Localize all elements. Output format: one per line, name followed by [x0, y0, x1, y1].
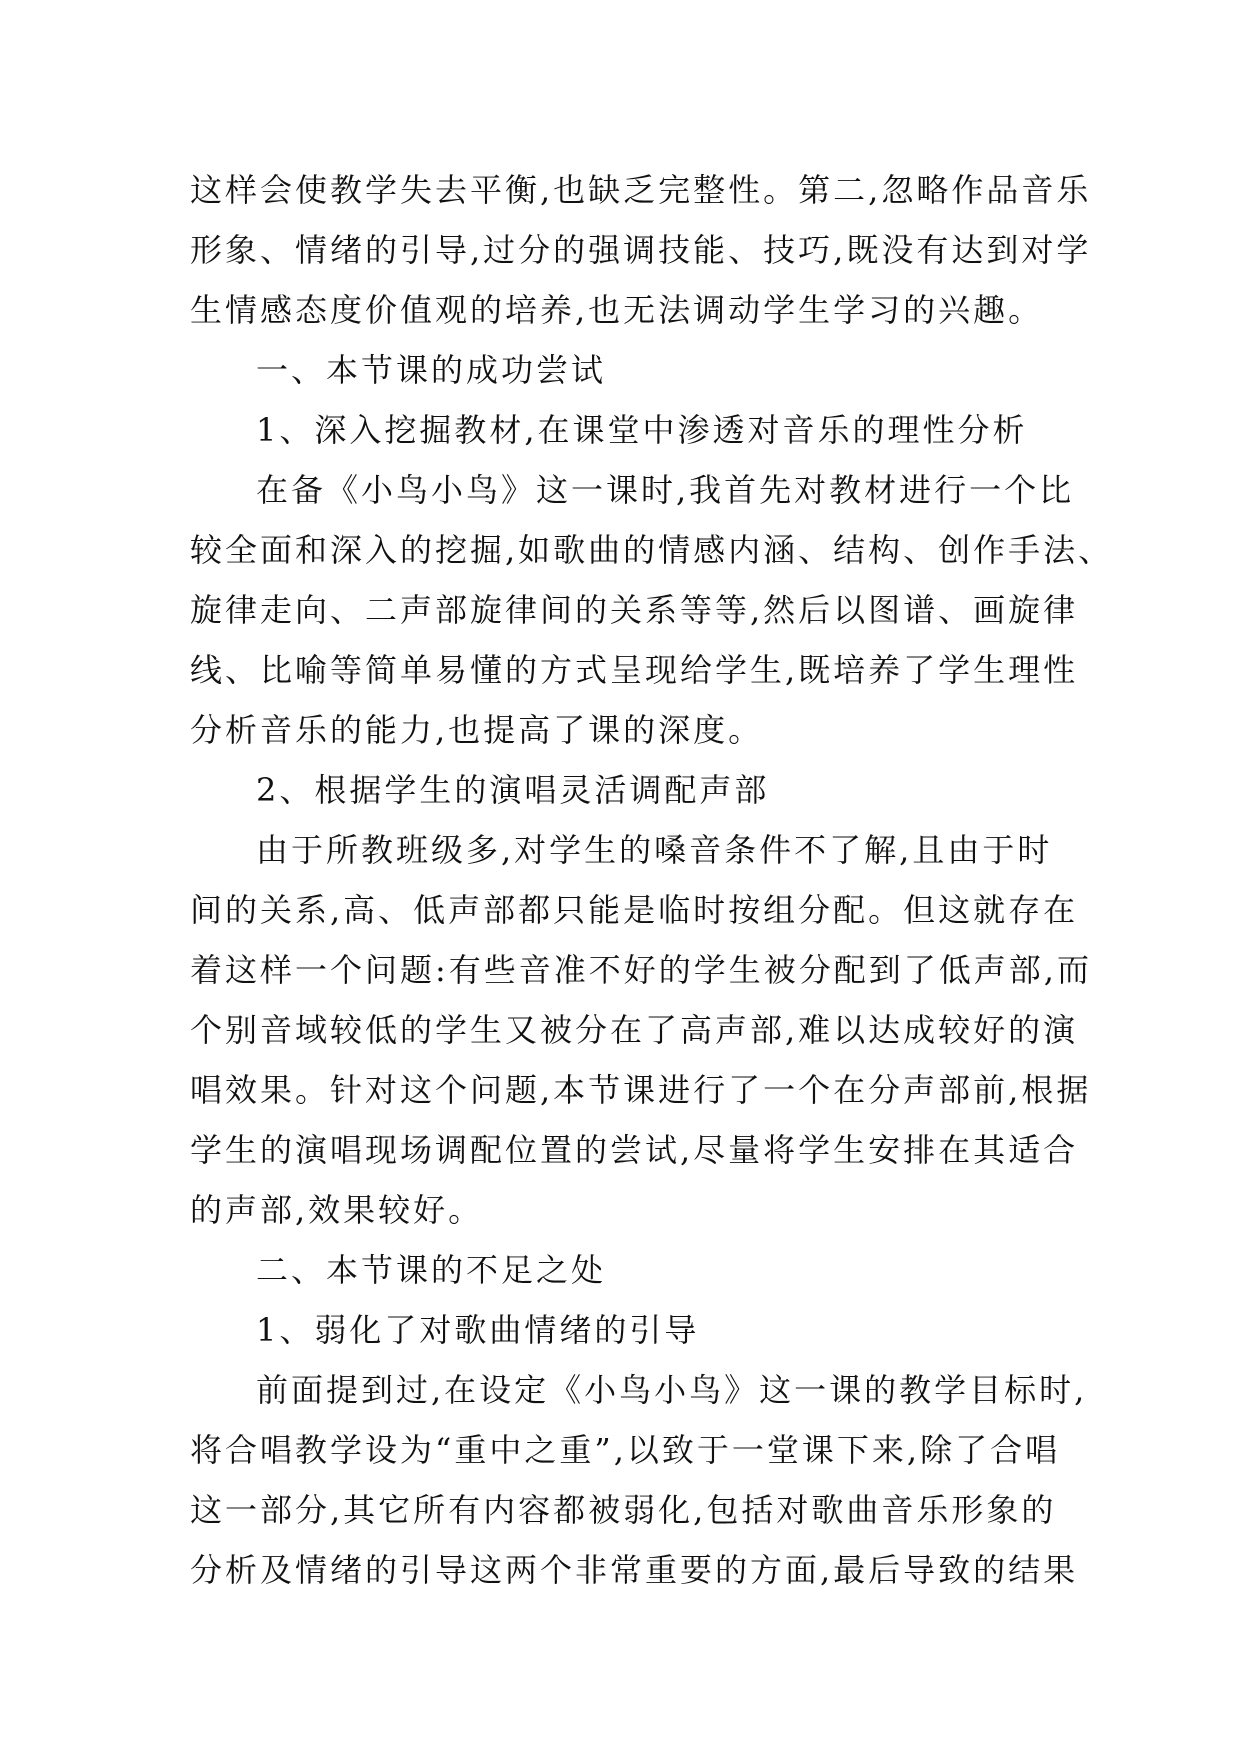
text-line: 1、深入挖掘教材,在课堂中渗透对音乐的理性分析 — [256, 411, 1028, 449]
text-line: 将合唱教学设为“重中之重”,以致于一堂课下来,除了合唱 — [190, 1431, 1061, 1469]
text-line: 学生的演唱现场调配位置的尝试,尽量将学生安排在其适合 — [190, 1131, 1079, 1169]
text-line: 由于所教班级多,对学生的嗓音条件不了解,且由于时 — [256, 831, 1053, 869]
text-line: 这样会使教学失去平衡,也缺乏完整性。第二,忽略作品音乐 — [190, 171, 1092, 209]
text-line: 线、比喻等简单易懂的方式呈现给学生,既培养了学生理性 — [190, 651, 1079, 689]
text-line: 一、本节课的成功尝试 — [256, 351, 607, 389]
text-line: 分析音乐的能力,也提高了课的深度。 — [190, 711, 764, 749]
text-line: 个别音域较低的学生又被分在了高声部,难以达成较好的演 — [190, 1011, 1079, 1049]
text-line: 在备《小鸟小鸟》这一课时,我首先对教材进行一个比 — [256, 471, 1075, 509]
text-line: 1、弱化了对歌曲情绪的引导 — [256, 1311, 700, 1349]
text-line: 旋律走向、二声部旋律间的关系等等,然后以图谱、画旋律 — [190, 591, 1079, 629]
text-line: 分析及情绪的引导这两个非常重要的方面,最后导致的结果 — [190, 1551, 1079, 1589]
text-line: 这一部分,其它所有内容都被弱化,包括对歌曲音乐形象的 — [190, 1491, 1057, 1529]
text-line: 的声部,效果较好。 — [190, 1191, 484, 1229]
text-line: 唱效果。针对这个问题,本节课进行了一个在分声部前,根据 — [190, 1071, 1092, 1109]
text-line: 生情感态度价值观的培养,也无法调动学生学习的兴趣。 — [190, 291, 1044, 329]
document-body — [190, 160, 1114, 1600]
text-line: 形象、情绪的引导,过分的强调技能、技巧,既没有达到对学 — [190, 231, 1092, 269]
text-line: 着这样一个问题:有些音准不好的学生被分配到了低声部,而 — [190, 951, 1092, 989]
text-line: 2、根据学生的演唱灵活调配声部 — [256, 771, 770, 809]
text-line: 间的关系,高、低声部都只能是临时按组分配。但这就存在 — [190, 891, 1079, 929]
text-line: 前面提到过,在设定《小鸟小鸟》这一课的教学目标时, — [256, 1371, 1088, 1409]
text-line: 较全面和深入的挖掘,如歌曲的情感内涵、结构、创作手法、 — [190, 531, 1114, 569]
text-line: 二、本节课的不足之处 — [256, 1251, 607, 1289]
